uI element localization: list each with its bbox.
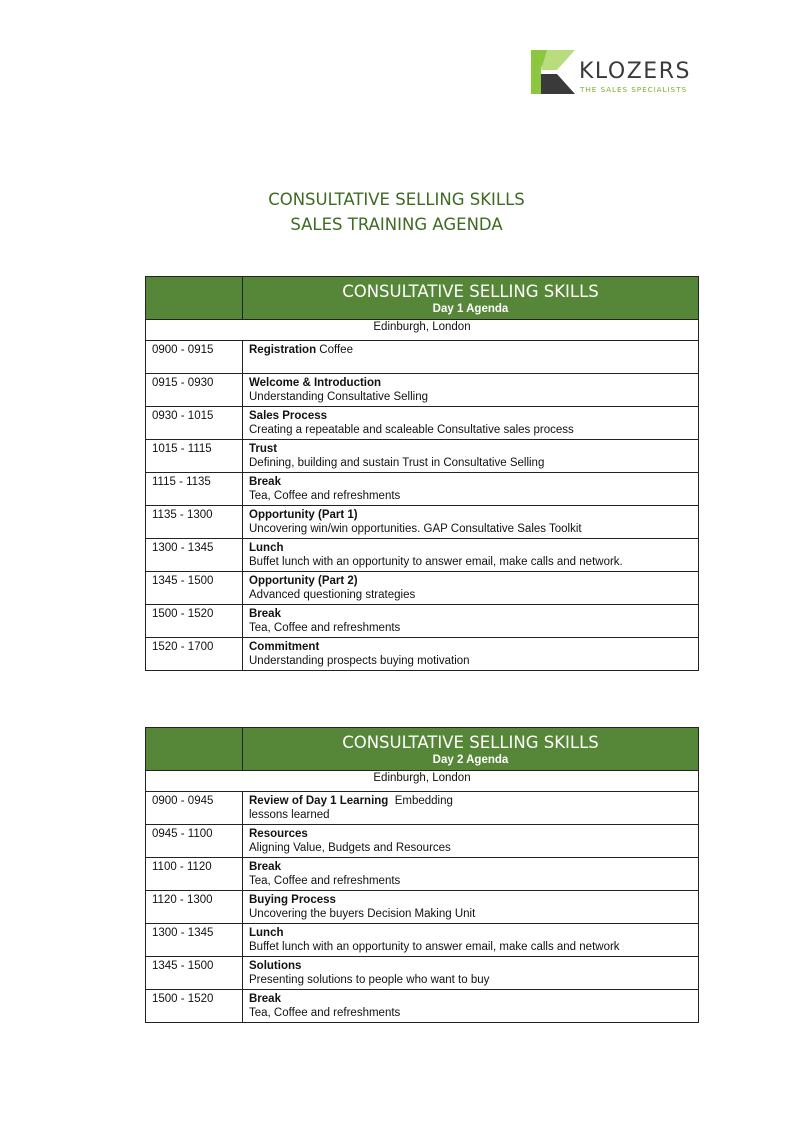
agenda-time: 1115 - 1135 (146, 473, 243, 506)
agenda-row (146, 506, 699, 539)
agenda-time: 1520 - 1700 (146, 638, 243, 671)
agenda-description (243, 572, 699, 605)
agenda-item-detail: Tea, Coffee and refreshments (249, 875, 401, 887)
agenda-item-title: Resources (249, 828, 308, 840)
agenda-time: 0930 - 1015 (146, 407, 243, 440)
agenda-time: 0915 - 0930 (146, 374, 243, 407)
klozers-logo (531, 50, 701, 96)
agenda-item-title: Opportunity (Part 2) (249, 575, 358, 587)
agenda-item-title: Solutions (249, 960, 302, 972)
agenda-row (146, 407, 699, 440)
day1-header-row (146, 277, 699, 320)
agenda-row (146, 825, 699, 858)
agenda-item-line (249, 827, 698, 841)
agenda-item-detail: Defining, building and sustain Trust in Consultative Selling (249, 457, 545, 469)
agenda-item-detail: Buffet lunch with an opportunity to answer email, make calls and network. (249, 556, 623, 568)
day1-location-row (146, 320, 699, 341)
agenda-time: 1135 - 1300 (146, 506, 243, 539)
agenda-row (146, 990, 699, 1023)
agenda-time: 0945 - 1100 (146, 825, 243, 858)
agenda-item-title: Review of Day 1 Learning (249, 795, 389, 807)
agenda-row (146, 792, 699, 825)
agenda-row (146, 539, 699, 572)
agenda-item-line (249, 893, 698, 907)
agenda-item-title: Break (249, 993, 281, 1005)
agenda-item-line (249, 574, 698, 588)
agenda-item-detail: Advanced questioning strategies (249, 589, 416, 601)
agenda-description (243, 957, 699, 990)
agenda-row (146, 957, 699, 990)
day2-header-blank-cell (146, 728, 243, 771)
agenda-description (243, 473, 699, 506)
agenda-row (146, 473, 699, 506)
agenda-description (243, 374, 699, 407)
agenda-item-line (249, 860, 698, 874)
agenda-item-detail: Creating a repeatable and scaleable Consultative sales process (249, 424, 574, 436)
agenda-description (243, 605, 699, 638)
day2-header-row (146, 728, 699, 771)
agenda-row (146, 341, 699, 374)
agenda-time: 1120 - 1300 (146, 891, 243, 924)
document-title-line1: CONSULTATIVE SELLING SKILLS (268, 190, 525, 209)
agenda-item-detail: Presenting solutions to people who want to buy (249, 974, 490, 986)
agenda-item-line (249, 926, 698, 940)
agenda-description (243, 891, 699, 924)
agenda-item-line (249, 607, 698, 621)
agenda-item-inline-note: Coffee (316, 344, 353, 356)
agenda-description (243, 924, 699, 957)
document-title-line2: SALES TRAINING AGENDA (290, 215, 503, 234)
day2-agenda-table (145, 727, 699, 1023)
day2-header-day: Day 2 Agenda (432, 754, 509, 766)
agenda-time: 1500 - 1520 (146, 605, 243, 638)
agenda-item-title: Sales Process (249, 410, 328, 422)
agenda-item-detail: Aligning Value, Budgets and Resources (249, 842, 451, 854)
agenda-item-line (249, 794, 698, 808)
agenda-item-detail: Tea, Coffee and refreshments (249, 490, 401, 502)
agenda-row (146, 924, 699, 957)
agenda-description (243, 539, 699, 572)
agenda-item-line (249, 640, 698, 654)
agenda-item-title: Trust (249, 443, 278, 455)
agenda-item-title: Break (249, 608, 281, 620)
agenda-row (146, 572, 699, 605)
agenda-time: 1345 - 1500 (146, 572, 243, 605)
agenda-item-line (249, 475, 698, 489)
agenda-row (146, 858, 699, 891)
agenda-item-detail: Tea, Coffee and refreshments (249, 1007, 401, 1019)
day1-header-title: CONSULTATIVE SELLING SKILLS (342, 282, 599, 301)
agenda-time: 1300 - 1345 (146, 539, 243, 572)
day2-header-cell (243, 728, 699, 771)
agenda-time: 1500 - 1520 (146, 990, 243, 1023)
agenda-item-detail: Understanding Consultative Selling (249, 391, 428, 403)
agenda-description (243, 825, 699, 858)
day1-header-day: Day 1 Agenda (432, 303, 509, 315)
day2-header-title: CONSULTATIVE SELLING SKILLS (342, 733, 599, 752)
agenda-item-line (249, 376, 698, 390)
agenda-item-title: Registration (249, 344, 317, 356)
agenda-item-title: Lunch (249, 927, 284, 939)
agenda-item-title: Opportunity (Part 1) (249, 509, 358, 521)
agenda-description (243, 638, 699, 671)
agenda-item-inline-note: Embedding (388, 795, 453, 807)
day1-header-cell (243, 277, 699, 320)
agenda-item-line (249, 442, 698, 456)
agenda-time: 1015 - 1115 (146, 440, 243, 473)
agenda-item-line (249, 541, 698, 555)
agenda-item-line (249, 409, 698, 423)
agenda-item-title: Commitment (249, 641, 320, 653)
agenda-item-detail: Uncovering win/win opportunities. GAP Consultative Sales Toolkit (249, 523, 582, 535)
agenda-item-line (249, 959, 698, 973)
agenda-time: 1300 - 1345 (146, 924, 243, 957)
day1-header-blank-cell (146, 277, 243, 320)
agenda-item-detail: lessons learned (249, 809, 330, 821)
agenda-item-detail: Uncovering the buyers Decision Making Unit (249, 908, 476, 920)
agenda-item-line (249, 992, 698, 1006)
agenda-description (243, 341, 699, 374)
agenda-row (146, 638, 699, 671)
agenda-item-title: Welcome & Introduction (249, 377, 382, 389)
agenda-description (243, 792, 699, 825)
agenda-description (243, 858, 699, 891)
day1-agenda-table (145, 276, 699, 671)
agenda-description (243, 440, 699, 473)
agenda-item-detail: Buffet lunch with an opportunity to answer email, make calls and network (249, 941, 620, 953)
day2-location: Edinburgh, London (146, 771, 699, 792)
agenda-item-title: Break (249, 476, 281, 488)
agenda-item-title: Buying Process (249, 894, 336, 906)
agenda-item-line (249, 343, 698, 357)
agenda-row (146, 374, 699, 407)
agenda-item-title: Lunch (249, 542, 284, 554)
agenda-description (243, 506, 699, 539)
day2-location-row (146, 771, 699, 792)
agenda-item-detail: Understanding prospects buying motivation (249, 655, 470, 667)
agenda-time: 1100 - 1120 (146, 858, 243, 891)
agenda-row (146, 891, 699, 924)
agenda-time: 1345 - 1500 (146, 957, 243, 990)
agenda-description (243, 990, 699, 1023)
agenda-row (146, 605, 699, 638)
day1-location: Edinburgh, London (146, 320, 699, 341)
logo-wordmark: KLOZERS (579, 59, 691, 84)
agenda-item-title: Break (249, 861, 281, 873)
agenda-time: 0900 - 0915 (146, 341, 243, 374)
agenda-time: 0900 - 0945 (146, 792, 243, 825)
klozers-k-mark-icon (531, 50, 575, 94)
logo-tagline: THE SALES SPECIALISTS (580, 85, 687, 94)
agenda-item-line (249, 508, 698, 522)
agenda-description (243, 407, 699, 440)
agenda-row (146, 440, 699, 473)
agenda-item-detail: Tea, Coffee and refreshments (249, 622, 401, 634)
